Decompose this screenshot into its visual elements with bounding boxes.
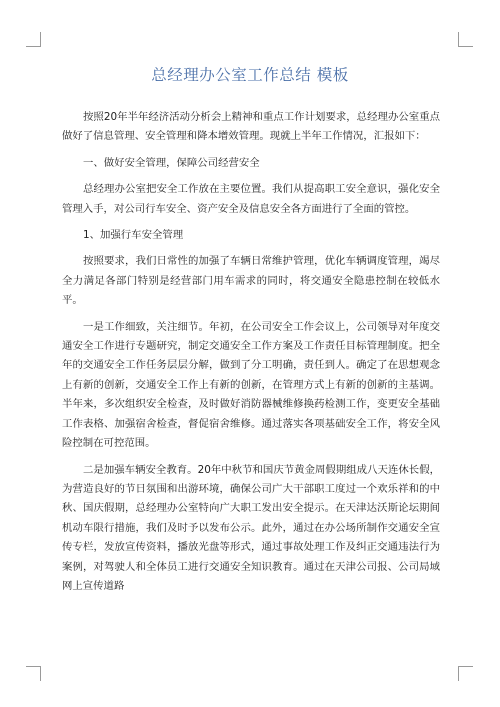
crop-mark-top-right (458, 32, 473, 47)
crop-mark-top-left (26, 32, 41, 47)
body-paragraph: 总经理办公室把安全工作放在主要位置。我们从提高职工安全意识，强化安全管理入手，对公司行车安全、资产安全及信息安全各方面进行了全面的管控。 (62, 183, 440, 215)
document-title: 总经理办公室工作总结 模板 (151, 66, 349, 84)
crop-mark-bottom-left (26, 666, 41, 681)
crop-mark-bottom-right (458, 666, 473, 681)
body-paragraph: 二是加强车辆安全教育。20年中秋节和国庆节黄金周假期组成八天连休长假，为营造良好的节日氛围和出游环境，确保公司广大干部职工度过一个欢乐祥和的中秋、国庆假期，总经理办公室特向广大职工发出安全提示。在天津达沃斯论坛期间机动车限行措施，我们及时予以发布公示。此外，通过在办公场所制作交通安全宣传专栏，发放宣传资料，播放光盘等形式，通过事故处理工作及纠正交通违法行为案例，对驾驶人和全体员工进行交通安全知识教育。通过在天津公司报、公司局域网上宣传道路 (62, 463, 440, 592)
subsection-heading: 1、加强行车安全管理 (83, 229, 184, 242)
document-body (62, 108, 440, 603)
section-heading: 一、做好安全管理，保障公司经营安全 (83, 156, 260, 169)
intro-paragraph: 按照20年半年经济活动分析会上精神和重点工作计划要求，总经理办公室重点做好了信息管理、安全管理和降本增效管理。现就上半年工作情况，汇报如下： (62, 111, 440, 143)
body-paragraph: 按照要求，我们日常性的加强了车辆日常维护管理，优化车辆调度管理，竭尽全力满足各部门特别是经营部门用车需求的同时，将交通安全隐患控制在较低水平。 (62, 255, 440, 307)
body-paragraph: 一是工作细致，关注细节。年初，在公司安全工作会议上，公司领导对年度交通安全工作进行专题研究，制定交通安全工作方案及工作责任目标管理制度。把全年的交通安全工作任务层层分解，做到了分工明确，责任到人。确定了在思想观念上有新的创新，交通安全工作上有新的创新，在管理方式上有新的创新的主基调。半年来，多次组织安全检查，及时做好消防器械维修换药检测工作，变更安全基础工作表格、加强宿舍检查，督促宿舍维修。通过落实各项基础安全工作，将安全风险控制在可控范围。 (62, 320, 440, 450)
